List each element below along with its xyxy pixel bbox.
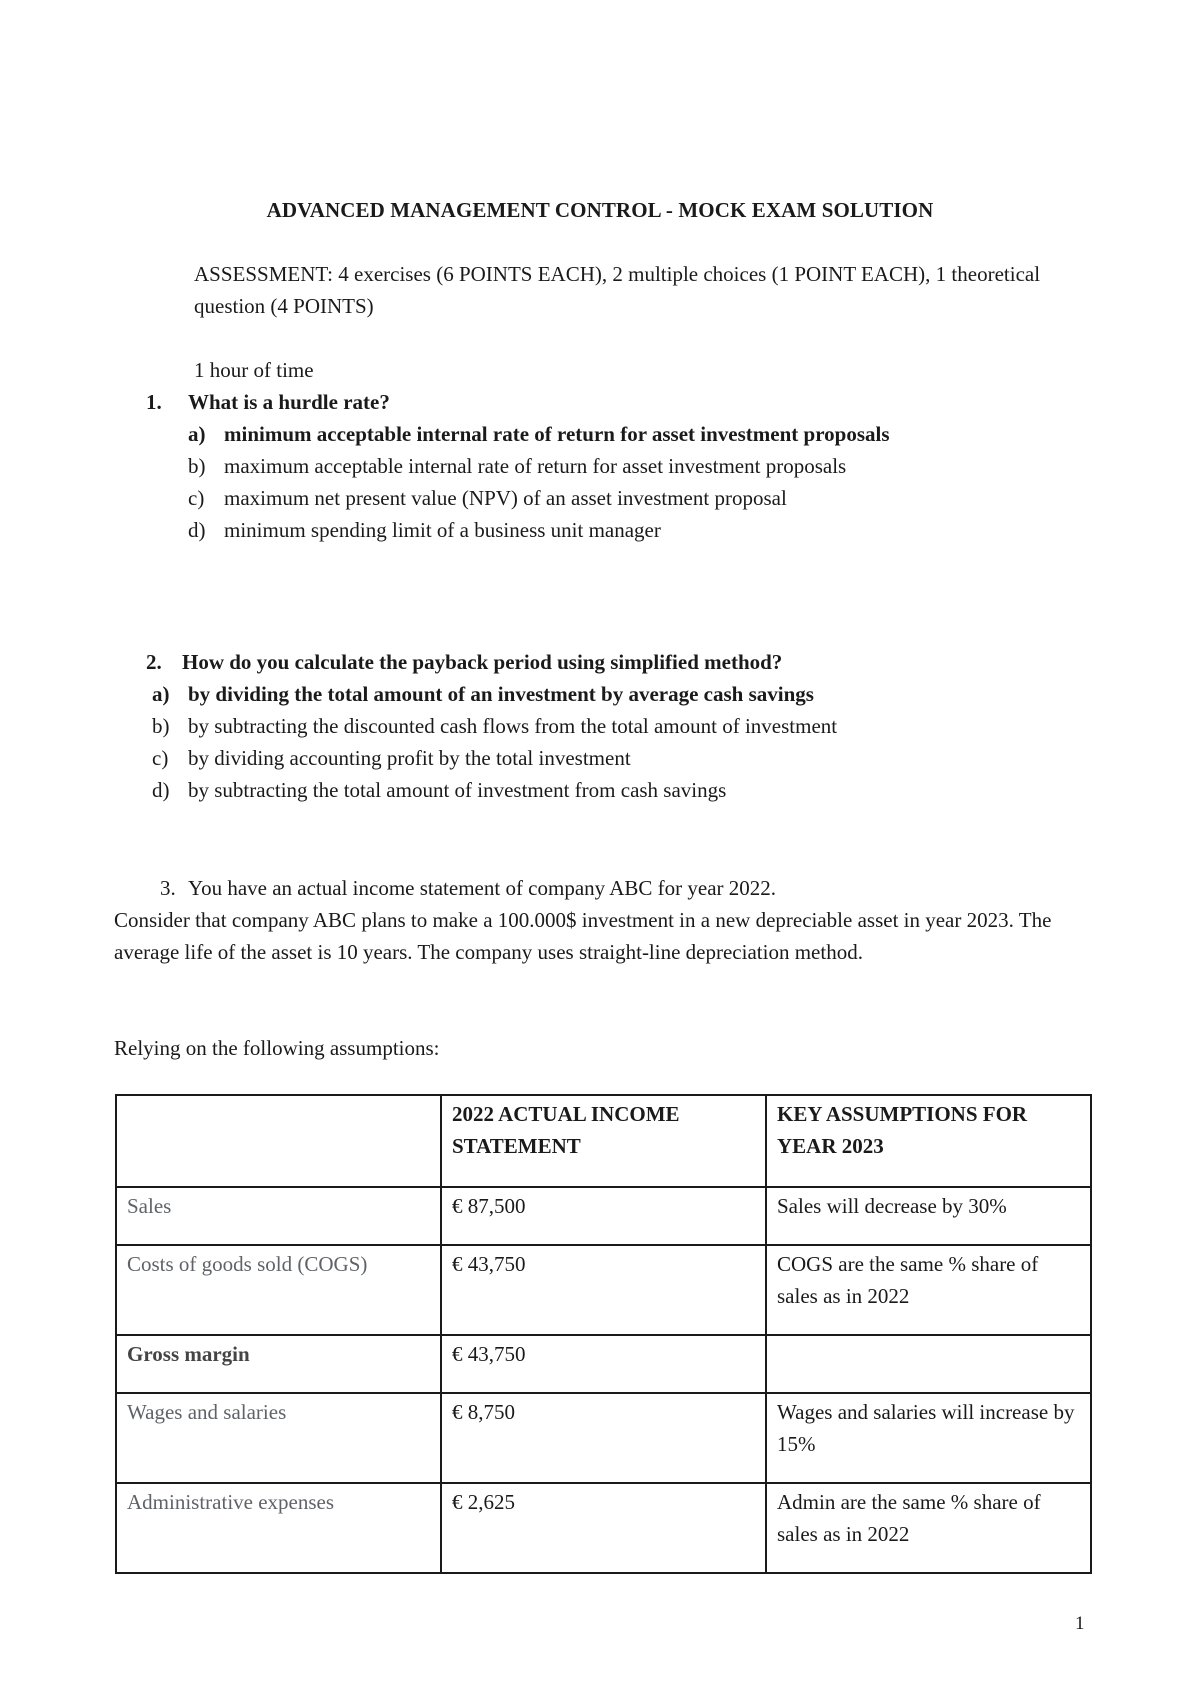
option-letter: c): [152, 746, 169, 770]
table-row: [116, 1393, 1091, 1483]
table-cell-value: € 8,750: [441, 1393, 766, 1483]
table-cell-item: Costs of goods sold (COGS): [116, 1245, 441, 1335]
table-header-cell: [116, 1095, 441, 1187]
table-row: [116, 1245, 1091, 1335]
question-text: How do you calculate the payback period using simplified method?: [182, 650, 783, 674]
question-number: 3.: [160, 876, 176, 900]
question-number: 2.: [146, 650, 162, 674]
option-letter: b): [188, 454, 206, 478]
question-3-body: Consider that company ABC plans to make a 100.000$ investment in a new depreciable asset in year 2023. The average life of the asset is 10 years. The company uses straight-line depreciation method.: [114, 908, 1052, 964]
page-number: 1: [1075, 1613, 1085, 1634]
option-letter: d): [152, 778, 170, 802]
assessment-text: ASSESSMENT: 4 exercises (6 POINTS EACH), 2 multiple choices (1 POINT EACH), 1 theoretical question (4 POINTS): [194, 262, 1041, 318]
question-1: [146, 386, 390, 418]
q2-option-b: [152, 710, 837, 742]
option-text: by subtracting the discounted cash flows from the total amount of investment: [188, 714, 838, 738]
q2-option-d: [152, 774, 726, 806]
option-text: by dividing the total amount of an investment by average cash savings: [188, 682, 814, 706]
question-text: What is a hurdle rate?: [188, 390, 390, 414]
table-cell-value: € 43,750: [441, 1335, 766, 1393]
q1-option-a: [188, 418, 890, 450]
table-cell-assumption: Sales will decrease by 30%: [766, 1187, 1091, 1245]
q1-option-d: [188, 514, 661, 546]
income-statement-table: [115, 1094, 1092, 1574]
option-text: minimum acceptable internal rate of return for asset investment proposals: [224, 422, 890, 446]
question-2: [146, 646, 782, 678]
option-letter: a): [188, 422, 206, 446]
question-number: 1.: [146, 390, 162, 414]
table-row: [116, 1483, 1091, 1573]
table-cell-assumption: COGS are the same % share of sales as in 2022: [766, 1245, 1091, 1335]
assumptions-intro: Relying on the following assumptions:: [114, 1036, 440, 1060]
table-row: [116, 1187, 1091, 1245]
q1-option-c: [188, 482, 787, 514]
table-header-cell: KEY ASSUMPTIONS FOR YEAR 2023: [766, 1095, 1091, 1187]
q1-option-b: [188, 450, 846, 482]
option-letter: d): [188, 518, 206, 542]
q2-option-a: [152, 678, 814, 710]
table-header-row: [116, 1095, 1091, 1187]
table-cell-item: Gross margin: [116, 1335, 441, 1393]
table-cell-item: Wages and salaries: [116, 1393, 441, 1483]
table-cell-assumption: Wages and salaries will increase by 15%: [766, 1393, 1091, 1483]
option-text: maximum net present value (NPV) of an asset investment proposal: [224, 486, 787, 510]
option-letter: a): [152, 682, 170, 706]
table-cell-assumption: [766, 1335, 1091, 1393]
page-title: ADVANCED MANAGEMENT CONTROL - MOCK EXAM SOLUTION: [266, 198, 934, 222]
table-cell-value: € 2,625: [441, 1483, 766, 1573]
table-row: [116, 1335, 1091, 1393]
option-text: by dividing accounting profit by the total investment: [188, 746, 631, 770]
option-text: minimum spending limit of a business unit manager: [224, 518, 661, 542]
option-letter: b): [152, 714, 170, 738]
q2-option-c: [152, 742, 631, 774]
option-text: maximum acceptable internal rate of return for asset investment proposals: [224, 454, 847, 478]
question-3: [160, 872, 776, 904]
table-cell-item: Administrative expenses: [116, 1483, 441, 1573]
table-cell-item: Sales: [116, 1187, 441, 1245]
duration-text: 1 hour of time: [194, 358, 314, 382]
table-cell-value: € 87,500: [441, 1187, 766, 1245]
table-cell-value: € 43,750: [441, 1245, 766, 1335]
question-text: You have an actual income statement of company ABC for year 2022.: [188, 876, 777, 900]
table-header-cell: 2022 ACTUAL INCOME STATEMENT: [441, 1095, 766, 1187]
option-letter: c): [188, 486, 205, 510]
table-cell-assumption: Admin are the same % share of sales as in 2022: [766, 1483, 1091, 1573]
option-text: by subtracting the total amount of investment from cash savings: [188, 778, 727, 802]
